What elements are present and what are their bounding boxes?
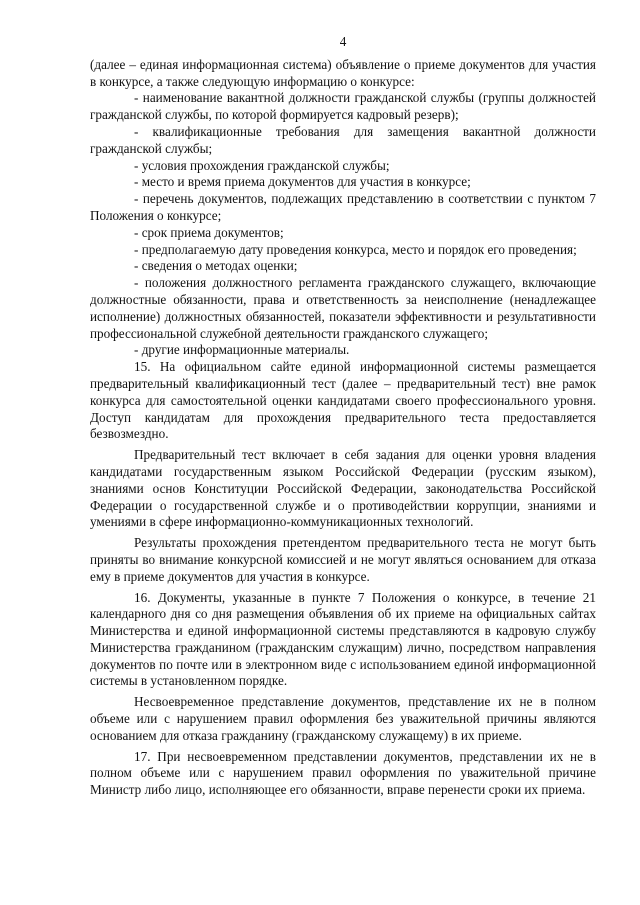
list-item-service-conditions: - условия прохождения гражданской службы; — [134, 157, 390, 173]
list-item-deadline: - срок приема документов; — [134, 224, 284, 240]
paragraph-test-results: Результаты прохождения претендентом предварительного теста не могут быть приняты во внимание конкурсной комиссией и не могут являться основанием для отказа ему в приеме документов для участия в конкурсе. — [90, 535, 596, 584]
list-item-regulations: - положения должностного регламента гражданского служащего, включающие должностные обязанности, права и ответственность за неисполнение (ненадлежащее исполнение) должностных обязанностей, показатели эффективности и результативности профессиональной служебной деятельности гражданского служащего; — [90, 275, 596, 341]
paragraph-intro: (далее – единая информационная система) объявление о приеме документов для участия в конкурсе, а также следующую информацию о конкурсе: — [90, 56, 596, 89]
page-number: 4 — [339, 34, 347, 49]
list-item-place-time: - место и время приема документов для участия в конкурсе; — [134, 174, 471, 190]
list-item-documents: - перечень документов, подлежащих представлению в соответствии с пунктом 7 Положения о конкурсе; — [90, 191, 596, 223]
list-item-other: - другие информационные материалы. — [134, 342, 350, 358]
list-item-methods: - сведения о методах оценки; — [134, 258, 298, 274]
paragraph-16: 16. Документы, указанные в пункте 7 Положения о конкурсе, в течение 21 календарного дня со дня размещения объявления об их приеме на официальных сайтах Министерства и единой информационной системы представляются в кадровую службу Министерства гражданином (гражданским служащим) лично, посредством направления документов по почте или в электронном виде с использованием единой информационной системы в установленном порядке. — [90, 589, 596, 689]
list-item-qualification: - квалификационные требования для замещения вакантной должности гражданской службы; — [90, 123, 596, 156]
list-item-date: - предполагаемую дату проведения конкурса, место и порядок его проведения; — [134, 241, 577, 257]
list-item-position-name: - наименование вакантной должности гражданской службы (группы должностей гражданской службы, по которой формируется кадровый резерв); — [90, 90, 596, 123]
paragraph-late-submission: Несвоевременное представление документов, представление их не в полном объеме или с нарушением правил оформления без уважительной причины являются основанием для отказа гражданину (гражданскому служащему) в их приеме. — [90, 694, 596, 743]
paragraph-17: 17. При несвоевременном представлении документов, представлении их не в полном объеме или с нарушением правил оформления по уважительной причине Министр либо лицо, исполняющее его обязанности, вправе перенести сроки их приема. — [90, 748, 596, 798]
paragraph-15: 15. На официальном сайте единой информационной системы размещается предварительный квалификационный тест (далее – предварительный тест) вне рамок конкурса для самостоятельной оценки кандидатами своего профессионального уровня. Доступ кандидатам для прохождения предварительного теста предоставляется безвозмездно. — [90, 359, 596, 442]
paragraph-test-content: Предварительный тест включает в себя задания для оценки уровня владения кандидатами государственным языком Российской Федерации (русским языком), знаниями основ Конституции Российской Федерации, законодательства Российской Федерации о государственной службе и о противодействии коррупции, знаниями и умениями в сфере информационно-коммуникационных технологий. — [90, 447, 596, 530]
